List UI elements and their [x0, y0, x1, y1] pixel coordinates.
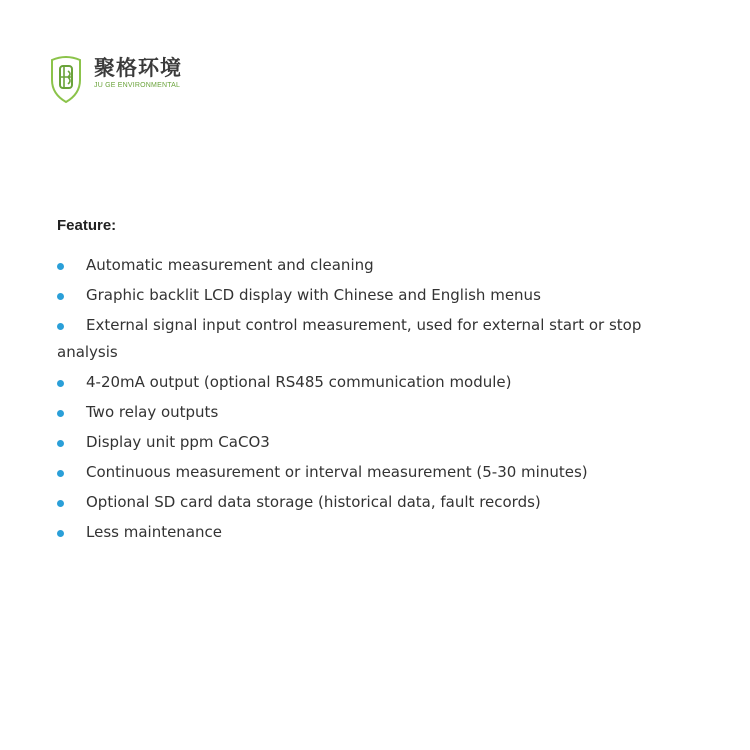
bullet-icon — [57, 323, 64, 330]
list-item: Graphic backlit LCD display with Chinese and English menus — [57, 282, 697, 309]
feature-heading: Feature: — [57, 217, 117, 234]
list-item: 4-20mA output (optional RS485 communication module) — [57, 369, 697, 396]
bullet-icon — [57, 293, 64, 300]
bullet-icon — [57, 410, 64, 417]
bullet-icon — [57, 470, 64, 477]
bullet-icon — [57, 530, 64, 537]
list-item: Optional SD card data storage (historical data, fault records) — [57, 489, 697, 516]
company-logo — [48, 52, 182, 104]
list-item: Less maintenance — [57, 519, 697, 546]
logo-english-name: JU GE ENVIRONMENTAL — [94, 82, 181, 89]
list-item: Two relay outputs — [57, 399, 697, 426]
bullet-icon — [57, 263, 64, 270]
bullet-icon — [57, 440, 64, 447]
shield-logo-icon — [48, 52, 84, 104]
bullet-icon — [57, 500, 64, 507]
list-item: Continuous measurement or interval measurement (5-30 minutes) — [57, 459, 697, 486]
list-item: Automatic measurement and cleaning — [57, 252, 697, 279]
feature-list — [57, 252, 697, 549]
list-item: External signal input control measurement, used for external start or stop analysis — [57, 316, 642, 361]
bullet-icon — [57, 380, 64, 387]
logo-chinese-name: 聚格环境 — [94, 56, 182, 80]
list-item: Display unit ppm CaCO3 — [57, 429, 697, 456]
